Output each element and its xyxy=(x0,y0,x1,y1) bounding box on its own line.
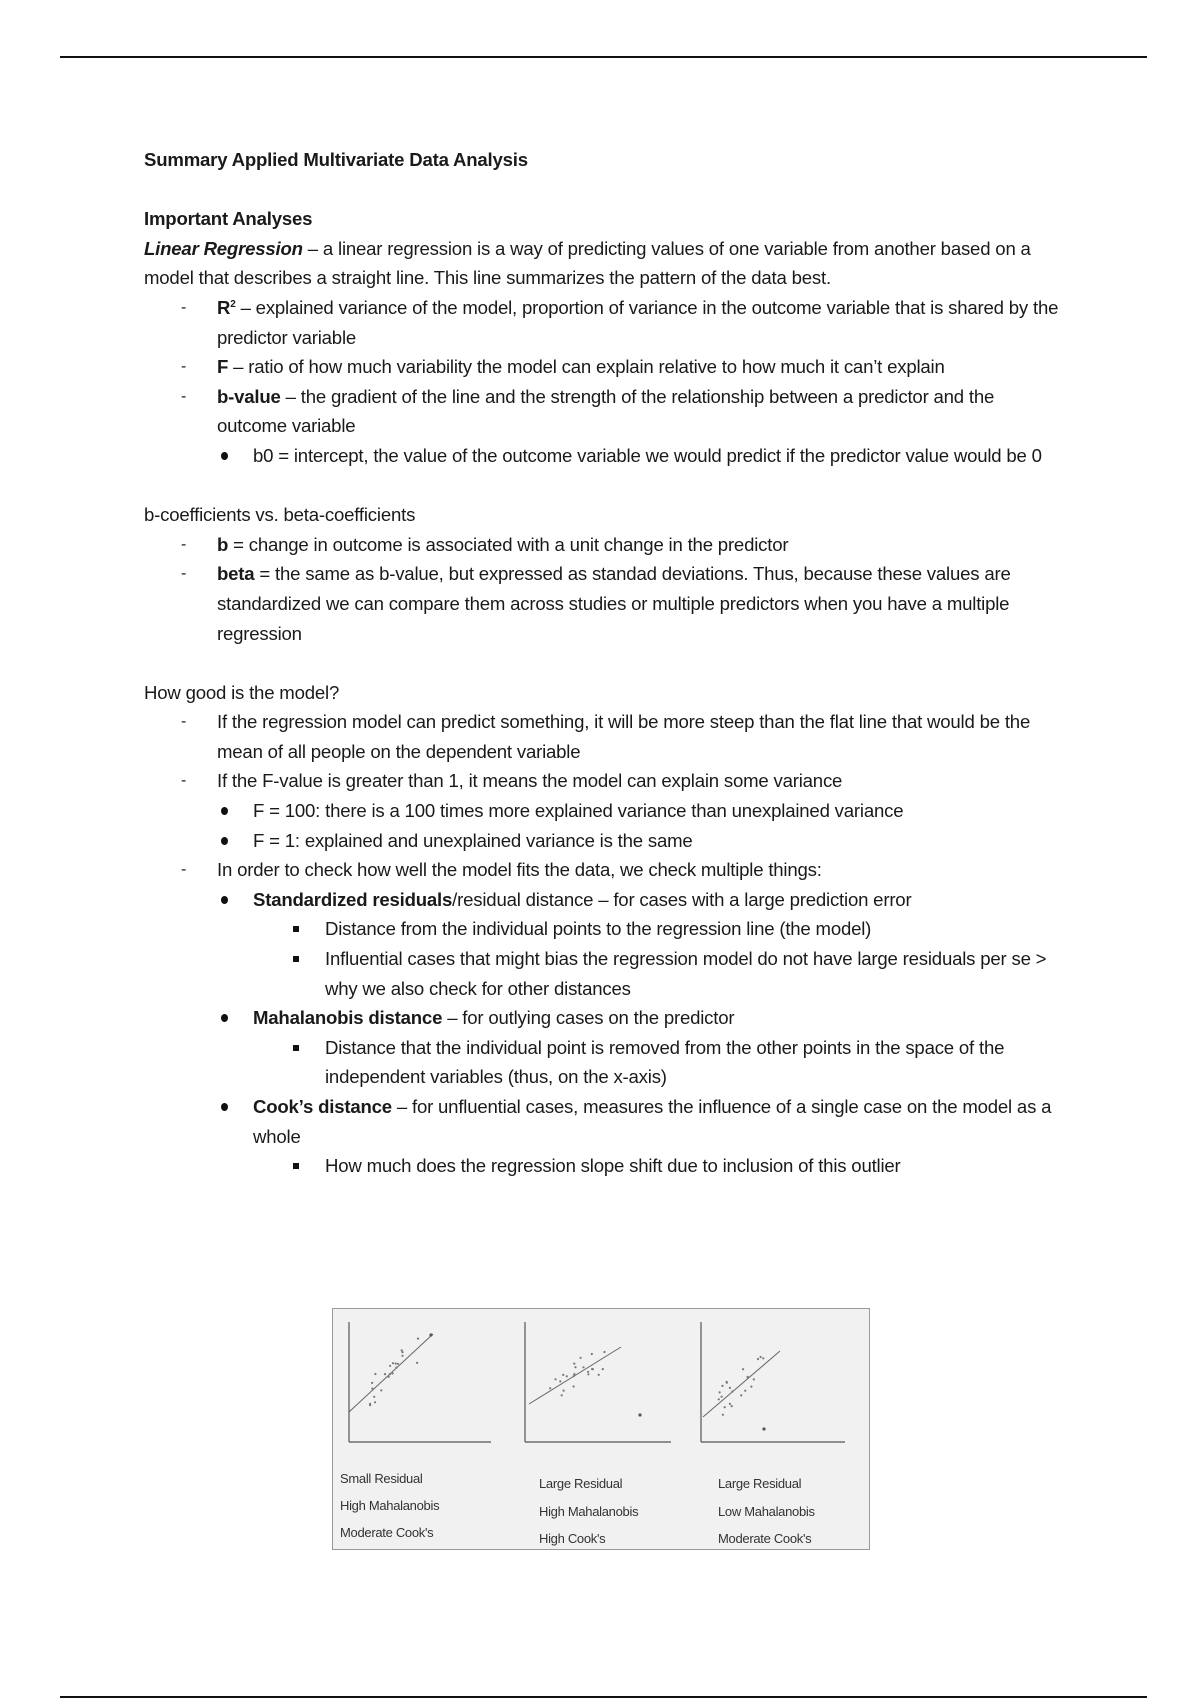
data-point xyxy=(401,1355,403,1357)
list-item xyxy=(144,796,1059,826)
data-point xyxy=(549,1387,551,1389)
list-item-beta xyxy=(144,559,1059,648)
text: How much does the regression slope shift due to inclusion of this outlier xyxy=(325,1155,901,1177)
bullet-marker xyxy=(221,896,228,904)
caption-panel-3-mahalanobis: Low Mahalanobis xyxy=(718,1504,815,1519)
data-point xyxy=(374,1401,376,1403)
definition: – a linear regression is a way of predicting values of one variable from another based on a model that describes a straight line. This line summarizes the pattern of the data best. xyxy=(144,237,1031,289)
data-point xyxy=(598,1374,600,1376)
data-point xyxy=(416,1362,418,1364)
data-point xyxy=(587,1373,589,1375)
data-point xyxy=(591,1353,593,1355)
caption-panel-1-mahalanobis: High Mahalanobis xyxy=(340,1498,440,1513)
data-point xyxy=(559,1380,561,1382)
text: Distance from the individual points to the regression line (the model) xyxy=(325,918,872,940)
data-point xyxy=(731,1405,733,1407)
bullet-marker xyxy=(221,1103,228,1111)
data-point xyxy=(392,1372,394,1374)
data-point xyxy=(397,1363,399,1365)
data-point xyxy=(384,1373,386,1375)
data-point xyxy=(380,1389,382,1391)
data-point xyxy=(603,1351,605,1353)
list-item xyxy=(144,707,1059,766)
data-point xyxy=(731,1390,733,1392)
data-point xyxy=(401,1351,403,1353)
term: b-value xyxy=(217,385,281,407)
superscript: 2 xyxy=(230,298,236,310)
data-point xyxy=(721,1385,723,1387)
data-point xyxy=(760,1356,762,1358)
caption-panel-2-residual: Large Residual xyxy=(539,1476,623,1491)
text: Distance that the individual point is removed from the other points in the space of the independent variables (thus, on the x-axis) xyxy=(325,1036,1005,1088)
list-item-b-value xyxy=(144,382,1059,441)
data-point xyxy=(395,1363,397,1365)
dash-marker: - xyxy=(181,772,187,790)
text: F = 100: there is a 100 times more explained variance than unexplained variance xyxy=(253,800,904,822)
outlier-point xyxy=(762,1427,765,1430)
data-point xyxy=(726,1381,728,1383)
data-point xyxy=(388,1376,390,1378)
text: = the same as b-value, but expressed as standad deviations. Thus, because these values are standardized we can compare them across studies or multiple predictors when you have a multiple regression xyxy=(217,563,1011,644)
term: R xyxy=(217,296,231,318)
document-title: Summary Applied Multivariate Data Analysis xyxy=(144,149,528,170)
dash-marker: - xyxy=(181,535,187,553)
data-point xyxy=(740,1394,742,1396)
term: Mahalanobis distance xyxy=(253,1007,443,1029)
data-point xyxy=(721,1396,723,1398)
data-point xyxy=(724,1406,726,1408)
list-item-r2 xyxy=(144,293,1059,352)
regression-line xyxy=(529,1347,621,1404)
dash-marker: - xyxy=(181,861,187,879)
term: F xyxy=(217,356,229,378)
data-point xyxy=(582,1366,584,1368)
data-point xyxy=(574,1366,576,1368)
text: F = 1: explained and unexplained variance is the same xyxy=(253,829,693,851)
list-item xyxy=(144,826,1059,856)
data-point xyxy=(602,1368,604,1370)
caption-panel-2-mahalanobis: High Mahalanobis xyxy=(539,1504,639,1519)
data-point xyxy=(719,1391,721,1393)
data-point xyxy=(369,1404,371,1406)
text: – explained variance of the model, proportion of variance in the outcome variable that is shared by the predictor variable xyxy=(217,296,1059,348)
list-item-mahalanobis xyxy=(144,1003,1059,1033)
data-point xyxy=(718,1398,720,1400)
square-bullet-marker xyxy=(293,956,299,962)
square-bullet-marker xyxy=(293,1163,299,1169)
data-point xyxy=(729,1403,731,1405)
data-point xyxy=(753,1378,755,1380)
data-point xyxy=(417,1338,419,1340)
data-point xyxy=(389,1373,391,1375)
section-heading: Important Analyses xyxy=(144,208,313,230)
dash-marker: - xyxy=(181,565,187,583)
data-point xyxy=(554,1378,556,1380)
bullet-marker xyxy=(221,452,228,460)
data-point xyxy=(392,1362,394,1364)
data-point xyxy=(729,1387,731,1389)
data-point xyxy=(573,1375,575,1377)
data-point xyxy=(562,1374,564,1376)
outlier-point xyxy=(638,1413,641,1416)
dash-marker: - xyxy=(181,298,187,316)
text: b0 = intercept, the value of the outcome variable we would predict if the predictor value would be 0 xyxy=(253,444,1042,466)
dash-marker: - xyxy=(181,358,187,376)
data-point xyxy=(563,1390,565,1392)
list-item-cooks-distance xyxy=(144,1092,1059,1151)
text: In order to check how well the model fits the data, we check multiple things: xyxy=(217,859,822,881)
list-item-f xyxy=(144,352,1059,382)
text: – ratio of how much variability the model can explain relative to how much it can’t explain xyxy=(228,356,945,378)
bullet-marker xyxy=(221,1014,228,1022)
data-point xyxy=(742,1368,744,1370)
data-point xyxy=(566,1375,568,1377)
model-fit-heading: How good is the model? xyxy=(144,681,340,703)
caption-panel-1-cooks: Moderate Cook's xyxy=(340,1525,434,1540)
text: If the F-value is greater than 1, it means the model can explain some variance xyxy=(217,770,843,792)
dash-marker: - xyxy=(181,387,187,405)
term: Standardized residuals xyxy=(253,888,453,910)
data-point xyxy=(371,1388,373,1390)
data-point xyxy=(757,1358,759,1360)
text: If the regression model can predict something, it will be more steep than the flat line that would be the mean of all people on the dependent variable xyxy=(217,711,1031,762)
data-point xyxy=(587,1371,589,1373)
caption-panel-3-cooks: Moderate Cook's xyxy=(718,1531,812,1546)
data-point xyxy=(374,1373,376,1375)
text: Influential cases that might bias the regression model do not have large residuals per se > why we also check for other distances xyxy=(325,948,1047,999)
outlier-point xyxy=(429,1333,432,1336)
header-rule xyxy=(60,56,1147,58)
list-item-b0 xyxy=(144,441,1059,471)
text: /residual distance – for cases with a large prediction error xyxy=(452,888,912,910)
list-item-b xyxy=(144,530,1059,560)
data-point xyxy=(762,1357,764,1359)
list-item xyxy=(144,1033,1059,1092)
data-point xyxy=(395,1367,397,1369)
data-point xyxy=(371,1382,373,1384)
linear-regression-paragraph xyxy=(144,234,1059,293)
outlier-diagnostics-figure xyxy=(332,1308,870,1550)
document-body xyxy=(144,145,1059,1181)
data-point xyxy=(750,1386,752,1388)
dash-marker: - xyxy=(181,713,187,731)
list-item-standardized-residuals xyxy=(144,885,1059,915)
list-item xyxy=(144,855,1059,885)
bullet-marker xyxy=(221,837,228,845)
term: b xyxy=(217,533,229,555)
data-point xyxy=(744,1390,746,1392)
bullet-marker xyxy=(221,807,228,815)
data-point xyxy=(389,1365,391,1367)
data-point xyxy=(580,1357,582,1359)
data-point xyxy=(373,1396,375,1398)
text: – for unfluential cases, measures the influence of a single case on the model as a whole xyxy=(253,1096,1052,1147)
caption-panel-3-residual: Large Residual xyxy=(718,1476,802,1491)
term: Linear Regression xyxy=(144,237,303,259)
caption-panel-1-residual: Small Residual xyxy=(340,1471,423,1486)
data-point xyxy=(573,1363,575,1365)
list-item xyxy=(144,914,1059,944)
footer-rule xyxy=(60,1696,1147,1698)
text: = change in outcome is associated with a unit change in the predictor xyxy=(228,533,789,555)
data-point xyxy=(573,1385,575,1387)
list-item xyxy=(144,944,1059,1003)
data-point xyxy=(591,1368,593,1370)
list-item xyxy=(144,766,1059,796)
data-point xyxy=(561,1394,563,1396)
square-bullet-marker xyxy=(293,1045,299,1051)
data-point xyxy=(747,1377,749,1379)
text: – for outlying cases on the predictor xyxy=(442,1007,735,1029)
term: Cook’s distance xyxy=(253,1096,392,1117)
list-item xyxy=(144,1151,1059,1181)
data-point xyxy=(573,1373,575,1375)
caption-panel-2-cooks: High Cook's xyxy=(539,1531,606,1546)
square-bullet-marker xyxy=(293,926,299,932)
coefficients-heading: b-coefficients vs. beta-coefficients xyxy=(144,504,416,526)
term: beta xyxy=(217,563,255,585)
data-point xyxy=(722,1414,724,1416)
text: – the gradient of the line and the strength of the relationship between a predictor and the outcome variable xyxy=(217,385,995,437)
regression-line xyxy=(703,1351,780,1417)
regression-line xyxy=(349,1334,433,1412)
